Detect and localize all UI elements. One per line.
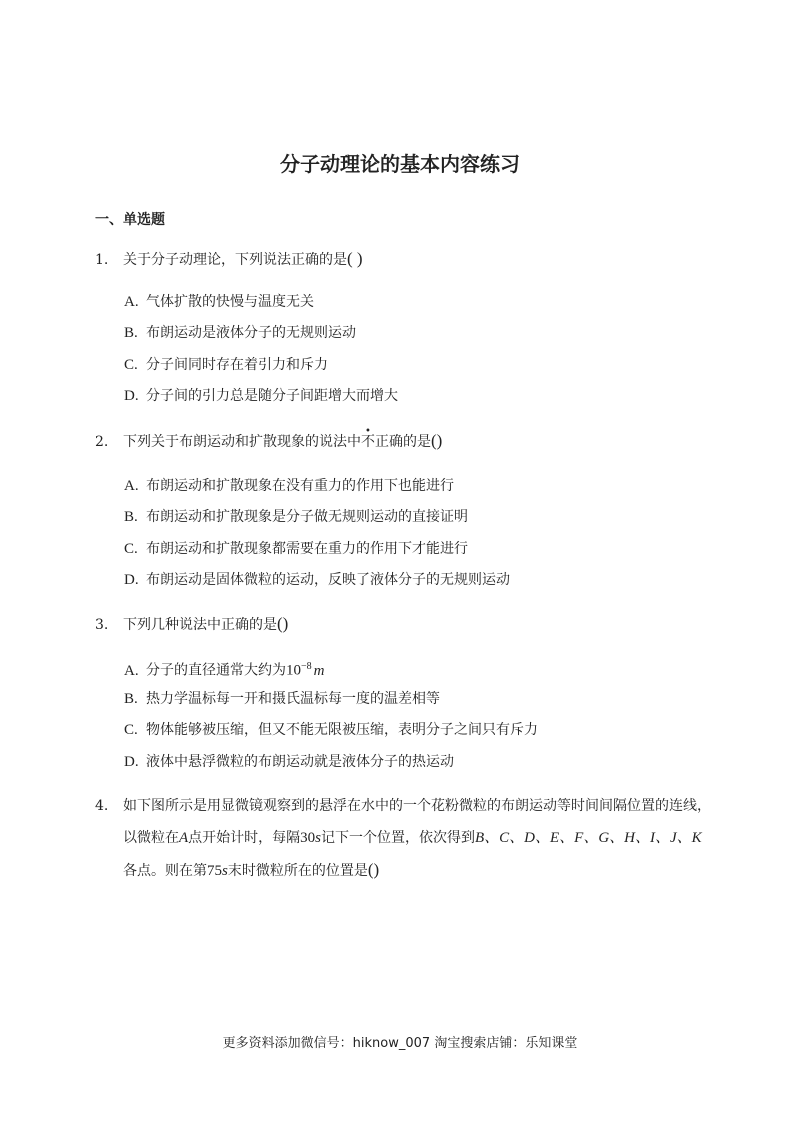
unit: m [313,662,325,679]
option-text: 布朗运动和扩散现象在没有重力的作用下也能进行 [146,478,454,494]
emphasis-word: 不 [361,434,375,450]
option-text: 分子的直径通常大约为 [146,662,286,679]
question-1 [95,243,363,276]
stem-text: 末时微粒所在的位置是 [227,863,368,879]
section-heading: 一、单选题 [95,212,165,228]
option-letter: A. [124,662,139,679]
stem-text: 点开始计时，每隔 [188,830,301,846]
option-text: 液体中悬浮微粒的布朗运动就是液体分子的热运动 [146,754,454,770]
exponent: −8 [301,661,312,672]
exponent-base: 10 [286,662,301,679]
question-stem-end: 正确的是 [375,434,431,450]
stem-text: 以微粒在 [123,830,179,846]
option-text: 布朗运动是固体微粒的运动，反映了液体分子的无规则运动 [146,572,510,588]
option-letter: A. [124,294,139,310]
question-number: 3. [95,617,109,633]
unit: s [222,863,228,879]
option-d [124,386,398,406]
point-labels: B、C、D、E、F、G、H、I、J、K [475,830,702,846]
option-letter: A. [124,478,139,494]
option-a [124,657,324,681]
option-a [124,476,454,496]
answer-blank: () [431,431,443,450]
question-line-3 [95,854,715,887]
option-c [124,539,468,559]
option-d [124,570,510,590]
question-4 [95,790,715,887]
question-3 [95,608,288,641]
option-letter: D. [124,388,139,404]
stem-text: 各点。则在第 [123,863,207,879]
question-stem: 关于分子动理论，下列说法正确的是 [123,252,347,268]
option-text: 布朗运动和扩散现象都需要在重力的作用下才能进行 [146,541,468,557]
question-number: 4. [95,798,109,814]
page-footer: 更多资料添加微信号：hiknow_007 淘宝搜索店铺：乐知课堂 [222,1036,578,1051]
question-line-2 [95,822,715,854]
unit: s [315,830,322,846]
option-c [124,720,538,740]
question-stem: 下列几种说法中正确的是 [123,617,277,633]
option-letter: C. [124,541,138,557]
time-value: 75 [207,863,222,879]
option-letter: D. [124,572,139,588]
option-text: 布朗运动是液体分子的无规则运动 [146,325,356,341]
option-b [124,323,356,343]
question-stem: 下列关于布朗运动和扩散现象的说法中 [123,434,361,450]
option-text: 布朗运动和扩散现象是分子做无规则运动的直接证明 [146,509,468,525]
option-text: 气体扩散的快慢与温度无关 [146,294,314,310]
option-letter: C. [124,722,138,738]
option-letter: B. [124,509,138,525]
option-letter: C. [124,357,138,373]
question-number: 1. [95,252,109,268]
answer-blank: () [367,860,380,879]
option-d [124,752,454,772]
point-label: A [179,830,189,846]
option-b [124,689,440,709]
page-title: 分子动理论的基本内容练习 [280,152,520,176]
question-line-1 [95,790,715,822]
question-number: 2. [95,434,109,450]
interval-value: 30 [300,830,316,846]
question-2 [95,425,442,458]
option-text: 分子间的引力总是随分子间距增大而增大 [146,388,398,404]
answer-blank: ( ) [347,249,363,268]
option-letter: B. [124,325,138,341]
option-letter: B. [124,691,138,707]
option-c [124,355,328,375]
option-a [124,292,314,312]
question-stem: 如下图所示是用显微镜观察到的悬浮在水中的一个花粉微粒的布朗运动等时间间隔位置的连线， [123,798,711,814]
option-text: 热力学温标每一开和摄氏温标每一度的温差相等 [146,691,440,707]
stem-text: 记下一个位置，依次得到 [321,830,476,846]
option-b [124,507,468,527]
option-text: 分子间同时存在着引力和斥力 [146,357,328,373]
option-letter: D. [124,754,139,770]
option-text: 物体能够被压缩，但又不能无限被压缩，表明分子之间只有斥力 [146,722,538,738]
answer-blank: () [277,614,289,633]
